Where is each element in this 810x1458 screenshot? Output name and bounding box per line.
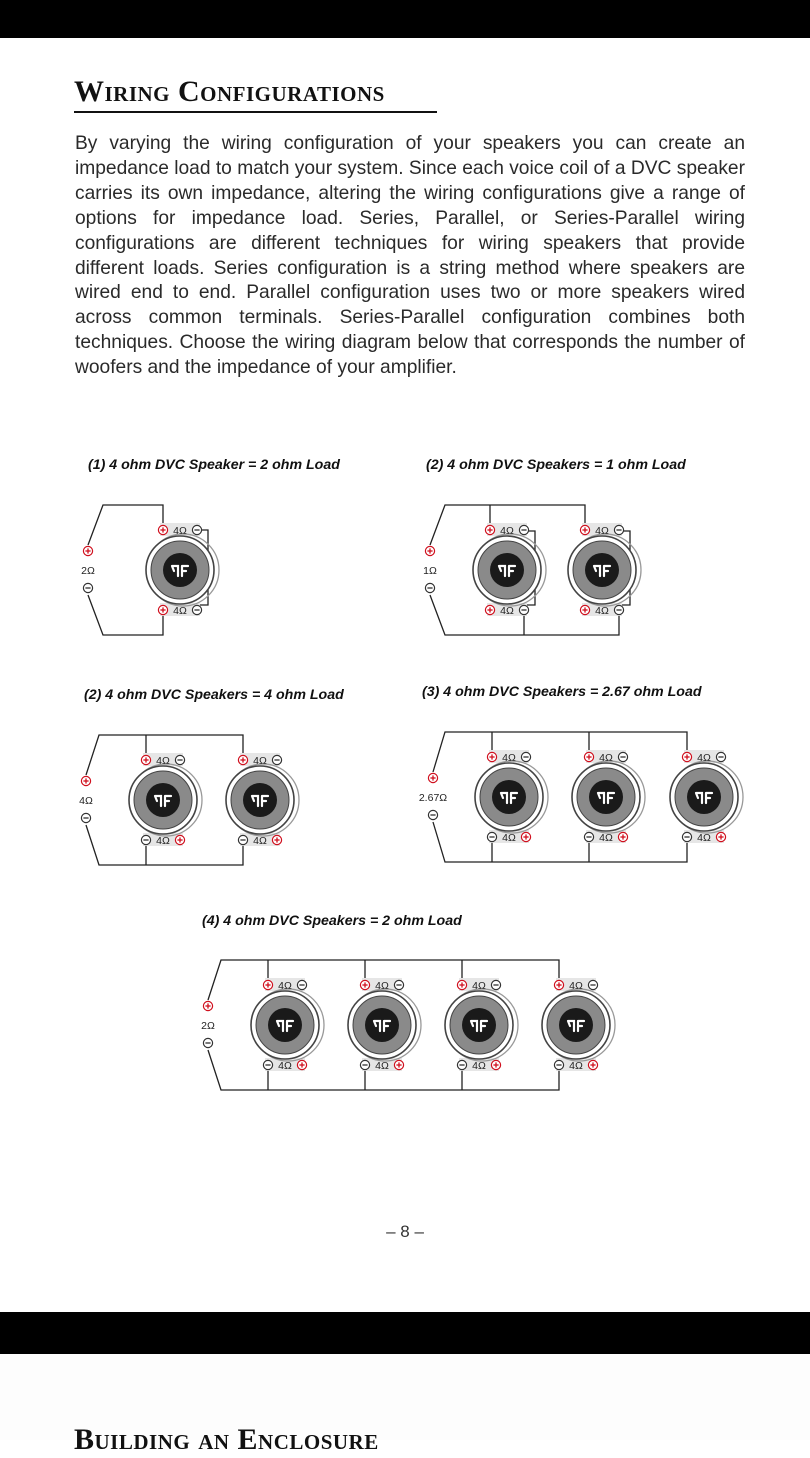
- positive-terminal-icon: [272, 835, 281, 844]
- negative-terminal-icon: [394, 980, 403, 989]
- diagram-5-wiring: [190, 950, 630, 1100]
- positive-terminal-icon: [203, 1001, 212, 1010]
- negative-terminal-icon: [682, 832, 691, 841]
- positive-terminal-icon: [238, 755, 247, 764]
- diagram-2-wiring: [410, 495, 660, 645]
- diagram-3-title: (2) 4 ohm DVC Speakers = 4 ohm Load: [84, 687, 344, 703]
- impedance-label: 4Ω: [173, 605, 187, 617]
- negative-terminal-icon: [263, 1060, 272, 1069]
- positive-terminal-icon: [491, 1060, 500, 1069]
- load-impedance-label: 4Ω: [79, 795, 93, 807]
- negative-terminal-icon: [618, 752, 627, 761]
- positive-terminal-icon: [487, 752, 496, 761]
- impedance-label: 4Ω: [569, 980, 583, 992]
- negative-terminal-icon: [519, 605, 528, 614]
- positive-terminal-icon: [425, 546, 434, 555]
- positive-terminal-icon: [428, 773, 437, 782]
- positive-terminal-icon: [618, 832, 627, 841]
- impedance-label: 4Ω: [472, 1060, 486, 1072]
- impedance-label: 4Ω: [500, 605, 514, 617]
- negative-terminal-icon: [584, 832, 593, 841]
- positive-terminal-icon: [485, 525, 494, 534]
- section-title: Wiring Configurations: [74, 75, 385, 108]
- wire: [88, 505, 163, 545]
- negative-terminal-icon: [238, 835, 247, 844]
- speaker-icon: [251, 978, 324, 1072]
- positive-terminal-icon: [81, 776, 90, 785]
- negative-terminal-icon: [614, 605, 623, 614]
- negative-terminal-icon: [272, 755, 281, 764]
- impedance-label: 4Ω: [375, 1060, 389, 1072]
- viewer-top-bar: [0, 0, 810, 38]
- negative-terminal-icon: [297, 980, 306, 989]
- impedance-label: 4Ω: [253, 835, 267, 847]
- negative-terminal-icon: [175, 755, 184, 764]
- positive-terminal-icon: [141, 755, 150, 764]
- negative-terminal-icon: [614, 525, 623, 534]
- impedance-label: 4Ω: [599, 832, 613, 844]
- negative-terminal-icon: [83, 583, 92, 592]
- negative-terminal-icon: [425, 583, 434, 592]
- positive-terminal-icon: [360, 980, 369, 989]
- diagram-1-title: (1) 4 ohm DVC Speaker = 2 ohm Load: [88, 457, 340, 473]
- speaker-icon: [572, 750, 645, 844]
- positive-terminal-icon: [716, 832, 725, 841]
- negative-terminal-icon: [554, 1060, 563, 1069]
- speaker-icon: [226, 753, 299, 847]
- negative-terminal-icon: [716, 752, 725, 761]
- positive-terminal-icon: [297, 1060, 306, 1069]
- positive-terminal-icon: [580, 525, 589, 534]
- speaker-icon: [129, 753, 202, 847]
- page-number: – 8 –: [386, 1222, 424, 1241]
- positive-terminal-icon: [263, 980, 272, 989]
- diagram-1-wiring: [70, 495, 250, 645]
- speaker-icon: [542, 978, 615, 1072]
- load-impedance-label: 2Ω: [201, 1020, 215, 1032]
- impedance-label: 4Ω: [156, 755, 170, 767]
- negative-terminal-icon: [519, 525, 528, 534]
- wire: [88, 595, 163, 635]
- impedance-label: 4Ω: [595, 525, 609, 537]
- impedance-label: 4Ω: [697, 752, 711, 764]
- impedance-label: 4Ω: [375, 980, 389, 992]
- wire: [433, 822, 687, 862]
- negative-terminal-icon: [81, 813, 90, 822]
- impedance-label: 4Ω: [595, 605, 609, 617]
- load-impedance-label: 2Ω: [81, 565, 95, 577]
- load-impedance-label: 2.67Ω: [418, 792, 448, 804]
- negative-terminal-icon: [588, 980, 597, 989]
- negative-terminal-icon: [141, 835, 150, 844]
- diagram-4-wiring: [405, 722, 755, 872]
- positive-terminal-icon: [580, 605, 589, 614]
- negative-terminal-icon: [457, 1060, 466, 1069]
- diagram-4-title: (3) 4 ohm DVC Speakers = 2.67 ohm Load: [422, 684, 702, 700]
- wire: [433, 732, 687, 772]
- negative-terminal-icon: [192, 525, 201, 534]
- speaker-icon: [670, 750, 743, 844]
- intro-paragraph: By varying the wiring configuration of your speakers you can create an impedance load to match your system. Since each voice coil of a DVC speaker carries its own impedance, altering the wiring configurations give a range of options for impedance load. Series, Parallel, or Series-Parallel wiring configurations are different techniques for wiring speakers that provide different loads. Series configuration is a string method where speakers are wired end to end. Parallel configuration uses two or more speakers wired across common terminals. Series-Parallel configuration combines both techniques. Choose the wiring diagram below that corresponds the number of woofers and the impedance of your amplifier.: [75, 133, 745, 379]
- positive-terminal-icon: [682, 752, 691, 761]
- speaker-icon: [475, 750, 548, 844]
- negative-terminal-icon: [491, 980, 500, 989]
- positive-terminal-icon: [521, 832, 530, 841]
- positive-terminal-icon: [158, 605, 167, 614]
- impedance-label: 4Ω: [599, 752, 613, 764]
- negative-terminal-icon: [203, 1038, 212, 1047]
- positive-terminal-icon: [457, 980, 466, 989]
- impedance-label: 4Ω: [569, 1060, 583, 1072]
- negative-terminal-icon: [487, 832, 496, 841]
- title-underline: [74, 111, 437, 113]
- impedance-label: 4Ω: [502, 832, 516, 844]
- impedance-label: 4Ω: [502, 752, 516, 764]
- positive-terminal-icon: [394, 1060, 403, 1069]
- speaker-icon: [445, 978, 518, 1072]
- diagram-5-title: (4) 4 ohm DVC Speakers = 2 ohm Load: [202, 913, 462, 929]
- impedance-label: 4Ω: [697, 832, 711, 844]
- positive-terminal-icon: [158, 525, 167, 534]
- negative-terminal-icon: [360, 1060, 369, 1069]
- negative-terminal-icon: [192, 605, 201, 614]
- negative-terminal-icon: [521, 752, 530, 761]
- diagram-3-wiring: [64, 725, 304, 875]
- positive-terminal-icon: [485, 605, 494, 614]
- impedance-label: 4Ω: [253, 755, 267, 767]
- diagram-2-title: (2) 4 ohm DVC Speakers = 1 ohm Load: [426, 457, 686, 473]
- positive-terminal-icon: [83, 546, 92, 555]
- next-page-title: Building an Enclosure: [74, 1423, 379, 1456]
- positive-terminal-icon: [554, 980, 563, 989]
- impedance-label: 4Ω: [156, 835, 170, 847]
- load-impedance-label: 1Ω: [423, 565, 437, 577]
- positive-terminal-icon: [584, 752, 593, 761]
- impedance-label: 4Ω: [278, 1060, 292, 1072]
- impedance-label: 4Ω: [173, 525, 187, 537]
- viewer-page-divider: [0, 1312, 810, 1354]
- positive-terminal-icon: [175, 835, 184, 844]
- positive-terminal-icon: [588, 1060, 597, 1069]
- impedance-label: 4Ω: [278, 980, 292, 992]
- impedance-label: 4Ω: [500, 525, 514, 537]
- impedance-label: 4Ω: [472, 980, 486, 992]
- speaker-icon: [348, 978, 421, 1072]
- negative-terminal-icon: [428, 810, 437, 819]
